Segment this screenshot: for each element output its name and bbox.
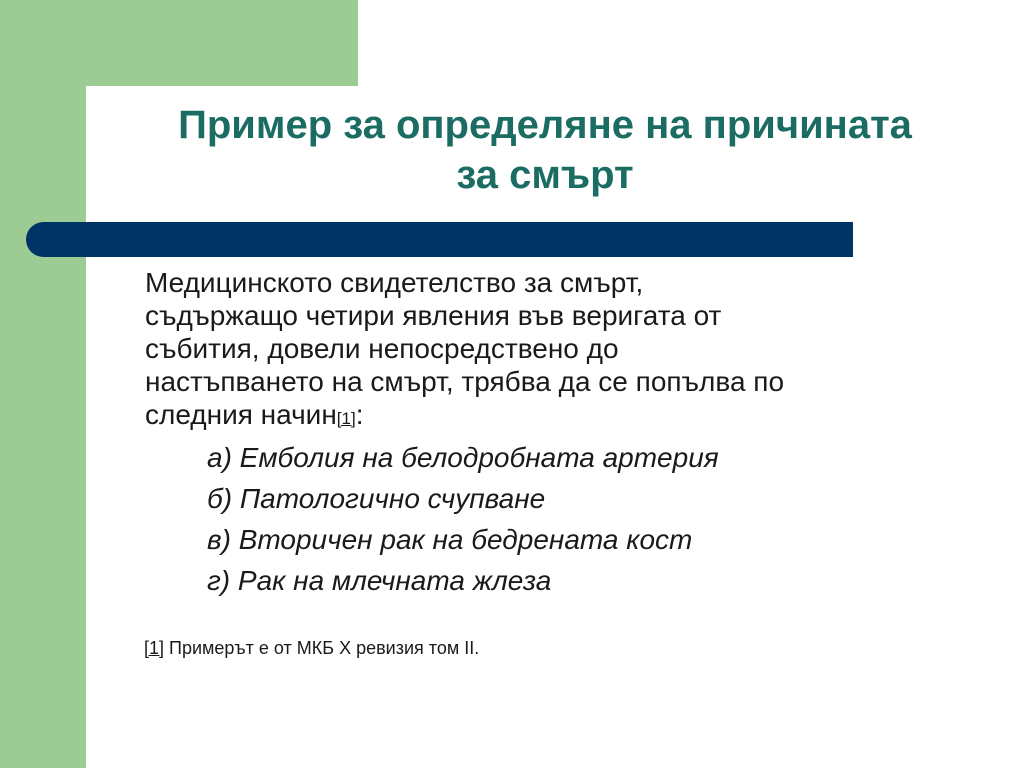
list-item: а) Емболия на белодробната артерия <box>207 442 719 473</box>
body-line-3: събития, довели непосредствено до <box>145 333 619 364</box>
decorative-green-sidebar <box>0 0 86 768</box>
cause-chain-list <box>207 437 719 601</box>
list-item: в) Вторичен рак на бедрената кост <box>207 524 693 555</box>
footnote-text: Примерът е от МКБ Х ревизия том II. <box>164 638 480 658</box>
slide-title-line-2: за смърт <box>456 153 634 197</box>
list-item: б) Патологично счупване <box>207 483 546 514</box>
body-line-1: Медицинското свидетелство за смърт, <box>145 267 644 298</box>
body-line-5 <box>145 398 945 435</box>
list-item: г) Рак на млечната жлеза <box>207 565 552 596</box>
slide-body-paragraph <box>145 266 945 435</box>
footnote-backref-link[interactable]: [1] <box>144 638 165 658</box>
body-line-4: настъпването на смърт, трябва да се попълва по <box>145 366 785 397</box>
slide-title-line-1: Пример за определяне на причината <box>178 103 912 147</box>
body-line-2: съдържащо четири явления във веригата от <box>145 300 722 331</box>
body-line-5-text: следния начин <box>145 399 337 430</box>
footnote-reference-link[interactable]: [1] <box>336 409 356 428</box>
body-colon: : <box>355 399 364 430</box>
footnote <box>144 636 479 660</box>
title-divider-bar <box>26 222 853 257</box>
slide-title <box>86 100 1004 200</box>
decorative-green-top-band <box>0 0 358 86</box>
